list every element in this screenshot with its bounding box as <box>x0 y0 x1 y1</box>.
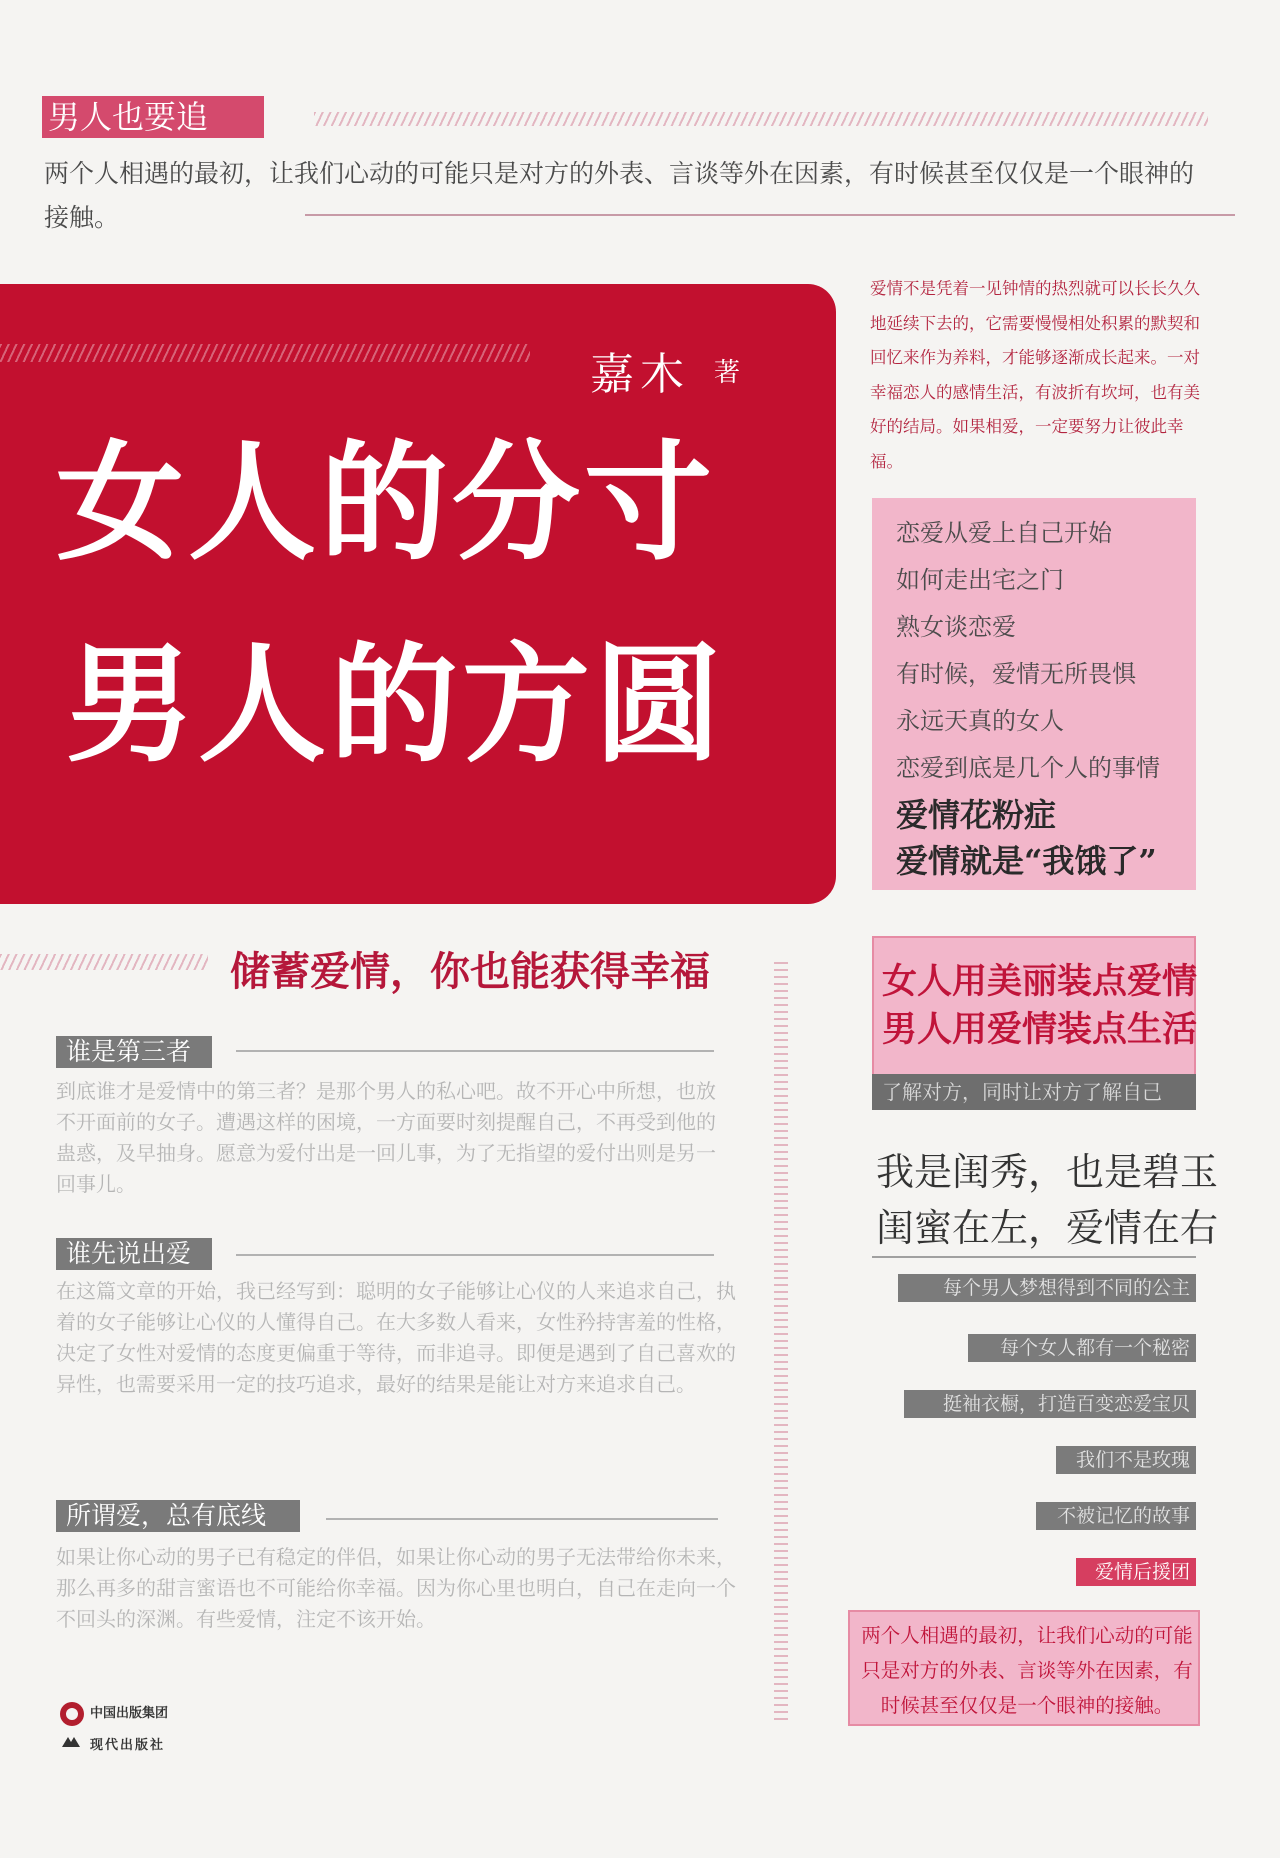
highlight-line: 女人用美丽装点爱情 <box>882 961 1198 1002</box>
section-body: 到底谁才是爱情中的第三者？是那个男人的私心吧。故不开心中所想，也放不开面前的女子。遭遇这样的困境，一方面要时刻提醒自己，不再受到他的蛊惑，及早抽身。愿意为爱付出是一回儿事，为了无指望的爱付出则是另一回事儿。 <box>56 1079 716 1196</box>
section-tag: 谁是第三者 <box>56 1036 212 1068</box>
publisher-name: 现代出版社 <box>90 1738 166 1753</box>
chapter-list <box>872 498 1196 890</box>
vertical-hatch-decoration <box>774 962 788 1720</box>
title-hatch-decoration <box>0 344 530 362</box>
book-title-line2: 男人的方圆 <box>66 630 727 780</box>
top-hatch-decoration <box>314 112 1208 126</box>
chapter-item: 熟女谈恋爱 <box>896 613 1016 641</box>
chapter-item: 恋爱到底是几个人的事情 <box>896 754 1160 782</box>
boudoir-divider <box>872 1256 1196 1258</box>
author-name: 嘉木 <box>590 349 690 400</box>
publisher-group: 中国出版集团 <box>90 1706 169 1721</box>
chapter-item: 爱情花粉症 <box>896 796 1057 834</box>
topic-bar: 每个女人都有一个秘密 <box>968 1334 1196 1362</box>
section-divider <box>236 1254 714 1256</box>
section-divider <box>326 1518 718 1520</box>
bottom-quote-box: 两个人相遇的最初，让我们心动的可能只是对方的外表、言谈等外在因素，有时候甚至仅仅是一个眼神的接触。 <box>848 1610 1200 1726</box>
highlight-line: 男人用爱情装点生活 <box>882 1009 1198 1050</box>
boudoir-line: 我是闺秀，也是碧玉 <box>876 1150 1219 1194</box>
top-intro-text: 两个人相遇的最初，让我们心动的可能只是对方的外表、言谈等外在因素，有时候甚至仅仅是一个眼神的接触。 <box>44 159 1195 232</box>
top-divider <box>305 214 1235 216</box>
subtitle-hatch-decoration <box>0 954 208 970</box>
right-intro-paragraph: 爱情不是凭着一见钟情的热烈就可以长长久久地延续下去的，它需要慢慢相处积累的默契和回忆来作为养料，才能够逐渐成长起来。一对幸福恋人的感情生活，有波折有坎坷，也有美好的结局。如果相爱，一定要努力让彼此幸福。 <box>870 279 1200 471</box>
book-subtitle: 储蓄爱情，你也能获得幸福 <box>230 948 710 995</box>
topic-bar: 我们不是玫瑰 <box>1056 1446 1196 1474</box>
section-divider <box>236 1050 714 1052</box>
topic-bar: 每个男人梦想得到不同的公主 <box>898 1274 1196 1302</box>
section-body: 如果让你心动的男子已有稳定的伴侣，如果让你心动的男子无法带给你未来，那么再多的甜言蜜语也不可能给你幸福。因为你心里也明白，自己在走向一个不回头的深渊。有些爱情，注定不该开始。 <box>56 1545 736 1631</box>
author-role: 著 <box>714 358 741 388</box>
book-title-line1: 女人的分寸 <box>56 428 717 578</box>
chapter-item: 永远天真的女人 <box>896 707 1064 735</box>
chapter-item: 有时候，爱情无所畏惧 <box>896 660 1136 688</box>
publisher-group-logo-icon <box>60 1702 84 1726</box>
section-tag: 所谓爱，总有底线 <box>56 1500 300 1532</box>
chapter-item: 如何走出宅之门 <box>896 566 1064 594</box>
topic-bar: 挺袖衣橱，打造百变恋爱宝贝 <box>904 1390 1196 1418</box>
highlight-box <box>872 936 1196 1076</box>
publisher-logo-icon <box>60 1733 82 1751</box>
gray-banner: 了解对方，同时让对方了解自己 <box>872 1074 1196 1110</box>
chapter-item: 爱情就是“我饿了” <box>896 842 1157 880</box>
top-section-tag: 男人也要追 <box>42 96 264 138</box>
topic-bar-highlight: 爱情后援团 <box>1076 1558 1196 1586</box>
chapter-item: 恋爱从爱上自己开始 <box>896 519 1112 547</box>
section-tag: 谁先说出爱 <box>56 1238 212 1270</box>
section-body: 在这篇文章的开始，我已经写到：聪明的女子能够让心仪的人来追求自己，执着的女子能够让心仪的人懂得自己。在大多数人看来，女性矜持害羞的性格，决定了女性对爱情的态度更偏重于等待，而非追寻。即便是遇到了自己喜欢的异性，也需要采用一定的技巧追求，最好的结果是能让对方来追求自己。 <box>56 1279 736 1396</box>
title-block <box>0 284 836 904</box>
boudoir-line: 闺蜜在左，爱情在右 <box>876 1206 1219 1250</box>
topic-bar: 不被记忆的故事 <box>1036 1502 1196 1530</box>
